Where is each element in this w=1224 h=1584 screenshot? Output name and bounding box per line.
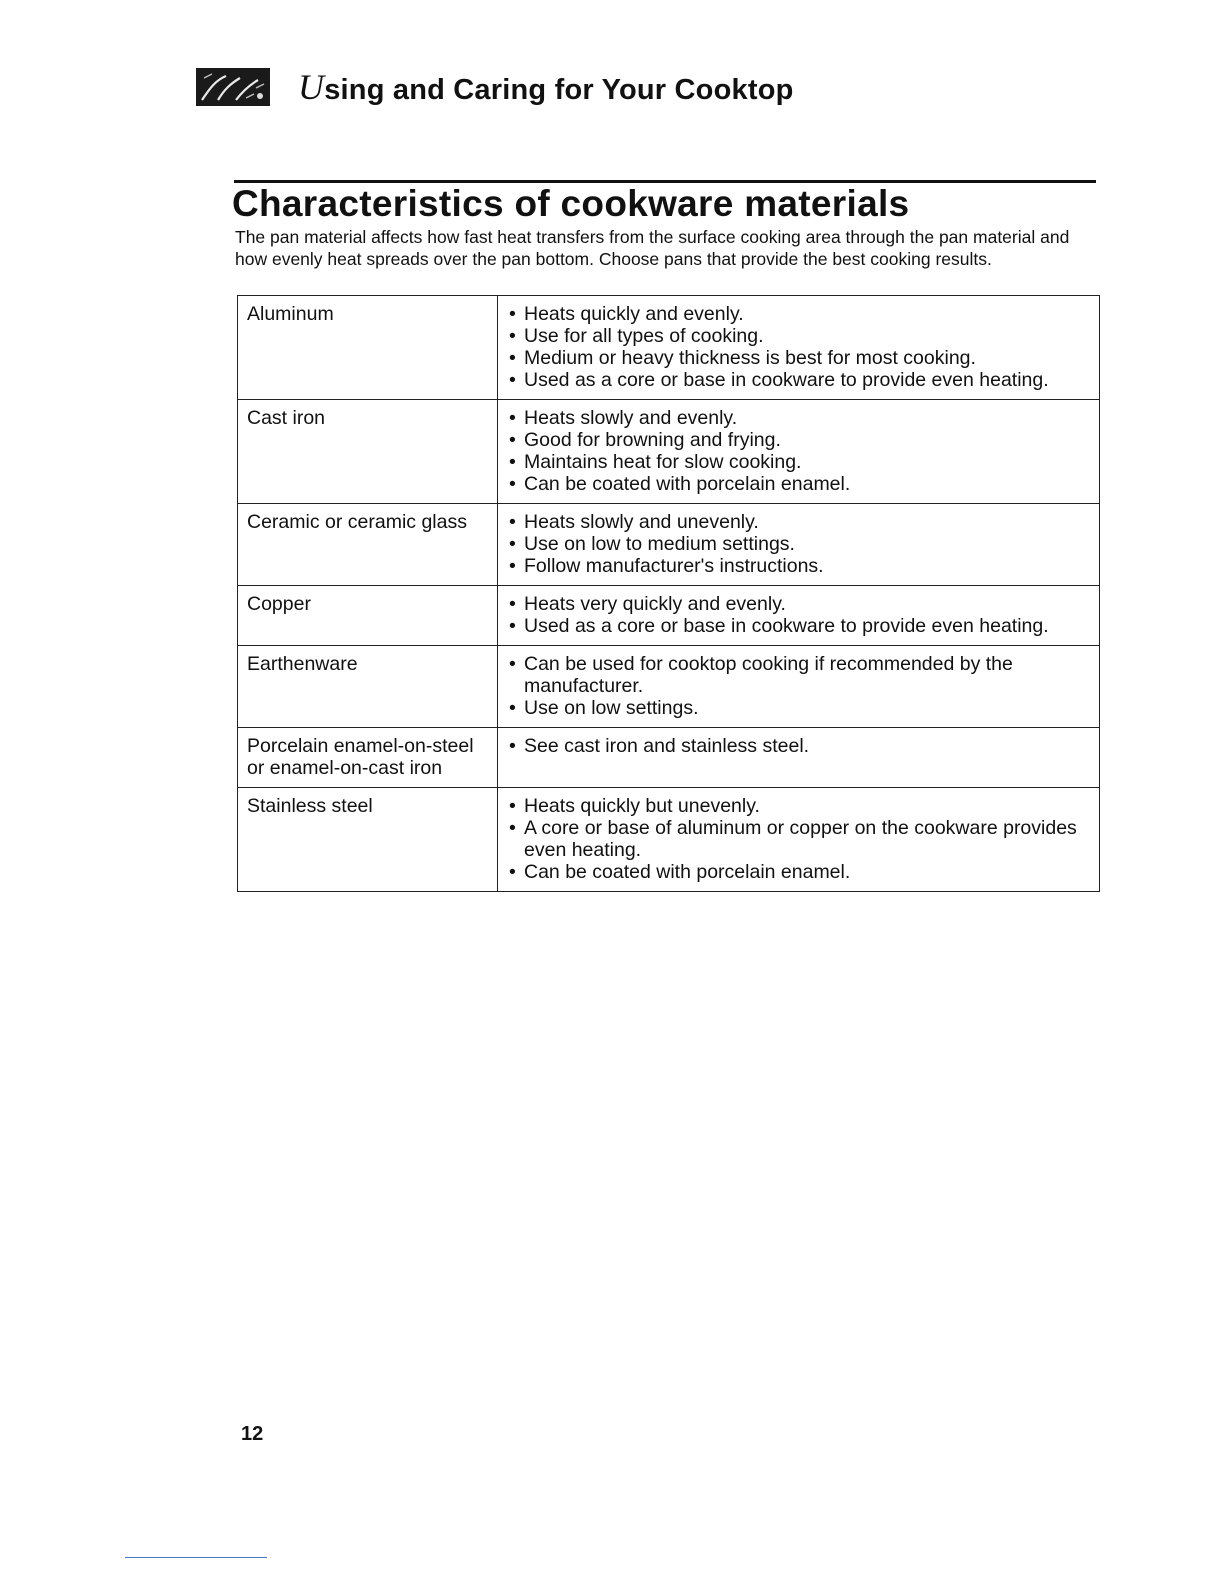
page-number: 12 <box>241 1423 264 1445</box>
property-list <box>507 735 1091 757</box>
property-item: • Follow manufacturer's instructions. <box>507 555 1091 577</box>
table-row <box>238 400 1100 504</box>
running-title-text: sing and Caring for Your Cooktop <box>324 74 794 106</box>
material-name: Cast iron <box>238 400 498 504</box>
page-header <box>196 62 794 112</box>
property-list <box>507 407 1091 495</box>
footer-line <box>125 1557 267 1558</box>
property-item: • Medium or heavy thickness is best for most cooking. <box>507 347 1091 369</box>
property-item: • Use for all types of cooking. <box>507 325 1091 347</box>
material-properties <box>498 296 1100 400</box>
running-title-initial: U <box>298 67 325 107</box>
property-item: • Good for browning and frying. <box>507 429 1091 451</box>
material-name: Stainless steel <box>238 788 498 892</box>
table-row <box>238 586 1100 646</box>
table-row <box>238 728 1100 788</box>
property-item: • Heats quickly but unevenly. <box>507 795 1091 817</box>
property-item: • Heats very quickly and evenly. <box>507 593 1091 615</box>
material-properties <box>498 788 1100 892</box>
material-name: Porcelain enamel-on-steel or enamel-on-cast iron <box>238 728 498 788</box>
property-list <box>507 795 1091 883</box>
material-properties <box>498 504 1100 586</box>
property-item: • Used as a core or base in cookware to provide even heating. <box>507 369 1091 391</box>
property-list <box>507 593 1091 637</box>
material-properties <box>498 728 1100 788</box>
property-list <box>507 511 1091 577</box>
property-item: • Used as a core or base in cookware to provide even heating. <box>507 615 1091 637</box>
property-item: • Heats quickly and evenly. <box>507 303 1091 325</box>
material-properties <box>498 646 1100 728</box>
property-item: • See cast iron and stainless steel. <box>507 735 1091 757</box>
table-row <box>238 646 1100 728</box>
property-item: • Heats slowly and unevenly. <box>507 511 1091 533</box>
table-row <box>238 788 1100 892</box>
material-name: Aluminum <box>238 296 498 400</box>
property-list <box>507 303 1091 391</box>
section-intro: The pan material affects how fast heat transfers from the surface cooking area through the pan material and how evenly heat spreads over the pan bottom. Choose pans that provide the best cooking results. <box>235 227 1070 269</box>
materials-table-body <box>238 296 1100 892</box>
table-row <box>238 296 1100 400</box>
table-row <box>238 504 1100 586</box>
material-name: Copper <box>238 586 498 646</box>
material-name: Ceramic or ceramic glass <box>238 504 498 586</box>
property-item: • Maintains heat for slow cooking. <box>507 451 1091 473</box>
property-item: • A core or base of aluminum or copper on the cookware provides even heating. <box>507 817 1091 861</box>
material-properties <box>498 586 1100 646</box>
property-item: • Can be used for cooktop cooking if recommended by the manufacturer. <box>507 653 1091 697</box>
property-item: • Use on low to medium settings. <box>507 533 1091 555</box>
brand-logo-icon <box>196 68 270 106</box>
property-item: • Use on low settings. <box>507 697 1091 719</box>
property-item: • Heats slowly and evenly. <box>507 407 1091 429</box>
material-name: Earthenware <box>238 646 498 728</box>
section-title: Characteristics of cookware materials <box>232 183 910 224</box>
cookware-materials-table <box>237 295 1100 892</box>
property-item: • Can be coated with porcelain enamel. <box>507 473 1091 495</box>
running-title <box>298 66 794 108</box>
material-properties <box>498 400 1100 504</box>
property-item: • Can be coated with porcelain enamel. <box>507 861 1091 883</box>
property-list <box>507 653 1091 719</box>
